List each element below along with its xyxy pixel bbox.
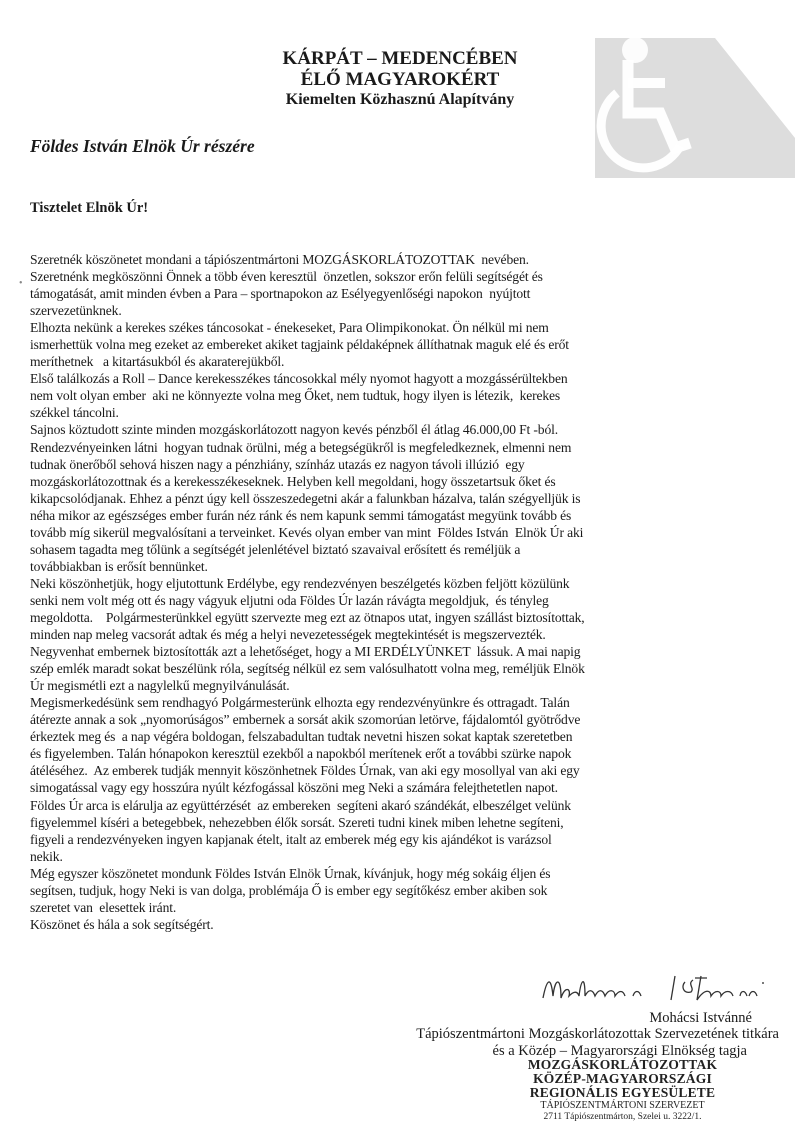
- body-line: Földes Úr arca is elárulja az együttérzését az embereken segíteni akaró szándékát, elbeszélget velünk: [30, 797, 571, 813]
- body-line: szép emlék maradt sokat beszélünk róla, segítség nélkül ez sem valósulhatott volna meg, reméljük Elnök: [30, 661, 585, 677]
- body-line: Szeretnék köszönetet mondani a tápiószentmártoni MOZGÁSKORLÁTOZOTTAK nevében.: [30, 252, 529, 267]
- body-line: meríthetnek a kitartásukból és akaraterejükből.: [30, 354, 285, 370]
- signer-role-line-1: Tápiószentmártoni Mozgáskorlátozottak Szervezetének titkára: [416, 1026, 779, 1042]
- letterhead-line-2: ÉLŐ MAGYAROKÉRT: [300, 69, 500, 90]
- body-line: simogatással vagy egy hosszúra nyúlt kézfogással köszöni meg Neki a számára felejthetetlen napot.: [30, 780, 558, 796]
- body-line: átéléséhez. Az emberek tudják mennyit köszönhetnek Földes Úrnak, van aki egy mosollyal van aki egy: [30, 763, 580, 779]
- body-line: támogatását, amit minden évben a Para – sportnapokon az Esélyegyenlőségi napokon nyújtott: [30, 286, 531, 302]
- body-line: Még egyszer köszönetet mondunk Földes István Elnök Úrnak, kívánjuk, hogy még sokáig éljen és: [30, 865, 551, 881]
- body-line: figyeli a rendezvényeken ingyen kapjanak ételt, italt az emberek még egy kis ajándékot is varázsol: [30, 831, 552, 847]
- letterhead-line-1: KÁRPÁT – MEDENCÉBEN: [282, 48, 518, 69]
- body-line: Elhozta nekünk a kerekes székes táncosokat - énekeseket, Para Olimpikonokat. Ön nélkül mi nem: [30, 320, 549, 336]
- body-line: Első találkozás a Roll – Dance kerekesszékes táncosokkal mély nyomot hagyott a mozgássérültekben: [30, 371, 568, 387]
- body-line: Köszönet és hála a sok segítségért.: [30, 916, 214, 932]
- body-line: szeretet van elesettek iránt.: [30, 899, 177, 915]
- body-line: továbbiakban is erősít bennünket.: [30, 558, 208, 574]
- body-line: kikapcsolódjanak. Ehhez a pénzt úgy kell összeszedegetni akár a falunkban házalva, talán szégyelljük is: [30, 490, 581, 506]
- body-line: Úr megismétli ezt a nagylelkű megnyilvánulását.: [30, 678, 290, 694]
- body-line: nekik.: [30, 848, 63, 864]
- body-line: érkeztek meg és a nap végéra boldogan, felszabadultan tudtak nevetni hiszen sokat kaptak szeretetben: [30, 729, 573, 745]
- body-line: Megismerkedésünk sem rendhagyó Polgármesterünk elhozta egy rendezvényünkre és ottragadt. Talán: [30, 695, 570, 711]
- organization-stamp: [495, 1058, 750, 1123]
- signer-role-line-2: és a Közép – Magyarországi Elnökség tagja: [492, 1043, 747, 1059]
- body-line: székkel táncolni.: [30, 405, 119, 421]
- body-line: megoldotta. Polgármesterünkkel együtt szervezte meg ezt az ötnapos utat, ingyen szállást biztosítottak,: [30, 609, 585, 625]
- body-line: figyelemmel kíséri a betegebbek, nehezebben élők sorsát. Szereti tudni kinek miben lehetne segíteni,: [30, 814, 564, 830]
- letter-body: [30, 251, 790, 933]
- addressee: Földes István Elnök Úr részére: [30, 136, 255, 156]
- stamp-line-5: 2711 Tápiószentmárton, Szelei u. 3222/1.: [543, 1112, 702, 1122]
- stamp-line-4: TÁPIÓSZENTMÁRTONI SZERVEZET: [540, 1100, 705, 1111]
- stamp-line-1: MOZGÁSKORLÁTOZOTTAK: [527, 1057, 718, 1072]
- stamp-line-3: REGIONÁLIS EGYESÜLETE: [529, 1085, 716, 1100]
- body-line: szervezetünknek.: [30, 303, 122, 319]
- letterhead-line-3: Kiemelten Közhasznú Alapítvány: [285, 91, 515, 108]
- scan-mark: •: [19, 278, 23, 289]
- body-line: átérezte annak a sok „nyomorúságos” embernek a sorsát akik szomorúan letörve, fájdalomtól gyötrődve: [30, 712, 581, 728]
- body-line: Szeretnénk megköszönni Önnek a több éven keresztül önzetlen, sokszor erőn felüli segítségét és: [30, 269, 543, 285]
- body-line: Negyvenhat embernek biztosították azt a lehetőséget, hogy a MI ERDÉLYÜNKET lássuk. A mai napig: [30, 644, 581, 660]
- body-line: minden nap meleg vacsorát adtak és még a helyi nevezetességek megtekintését is megszervezték.: [30, 627, 546, 643]
- body-line: ismerhettük volna meg ezeket az embereket akiket tagjaink példaképnek állíthatnak maguk elé és erőt: [30, 337, 569, 353]
- body-line: mozgáskorlátozottnak és a kerekesszékeseknek. Helyben kell megoldani, hogy összetartsuk őket és: [30, 473, 556, 489]
- body-line: nem volt olyan ember aki ne könnyezte volna meg Őket, nem tudtuk, hogy ilyen is létezik, kerekes: [30, 388, 561, 404]
- body-line: Rendezvényeinken látni hogyan tudnak örülni, még a betegségükről is megfeledkeznek, elmenni nem: [30, 439, 572, 455]
- signer-name: Mohácsi Istvánné: [649, 1010, 752, 1026]
- handwritten-signature: [535, 968, 780, 1008]
- body-line: és figyelemben. Talán hónapokon keresztül ezekből a napokból merítenek erőt a további szürke napok: [30, 746, 572, 762]
- stamp-line-2: KÖZÉP-MAGYARORSZÁGI: [533, 1071, 712, 1086]
- body-line: Sajnos köztudott szinte minden mozgáskorlátozott nagyon kevés pénzből él átlag 46.000,00 Ft -ból.: [30, 422, 558, 438]
- salutation: Tisztelet Elnök Úr!: [30, 200, 149, 216]
- body-line: senki nem volt még ott és nagy vágyuk eljutni oda Földes Úr lazán rávágta megoldjuk, és tényleg: [30, 592, 549, 608]
- body-line: tudnak önerőből sehová hiszen nagy a pénzhiány, színház utazás ez nagyon távoli illúzió egy: [30, 456, 525, 472]
- body-line: tovább míg sikerül megvalósítani a terveinket. Kevés olyan ember van mint Földes István Elnök Úr aki: [30, 524, 584, 540]
- letterhead: [200, 48, 600, 110]
- body-line: segítsen, tudjuk, hogy Neki is van dolga, problémája Ő is ember egy segítőkész ember akiben sok: [30, 882, 548, 898]
- body-line: néha mikor az egészséges ember furán néz ránk és nem kapunk semmi támogatást megyünk tovább és: [30, 507, 572, 523]
- body-line: Neki köszönhetjük, hogy eljutottunk Erdélybe, egy rendezvényen beszélgetés közben feljött közülünk: [30, 575, 570, 591]
- body-line: sohasem tagadta meg tőlünk a segítségét jelenlétével biztató szavaival erősített és reméljük a: [30, 541, 521, 557]
- wheelchair-icon: [595, 38, 795, 178]
